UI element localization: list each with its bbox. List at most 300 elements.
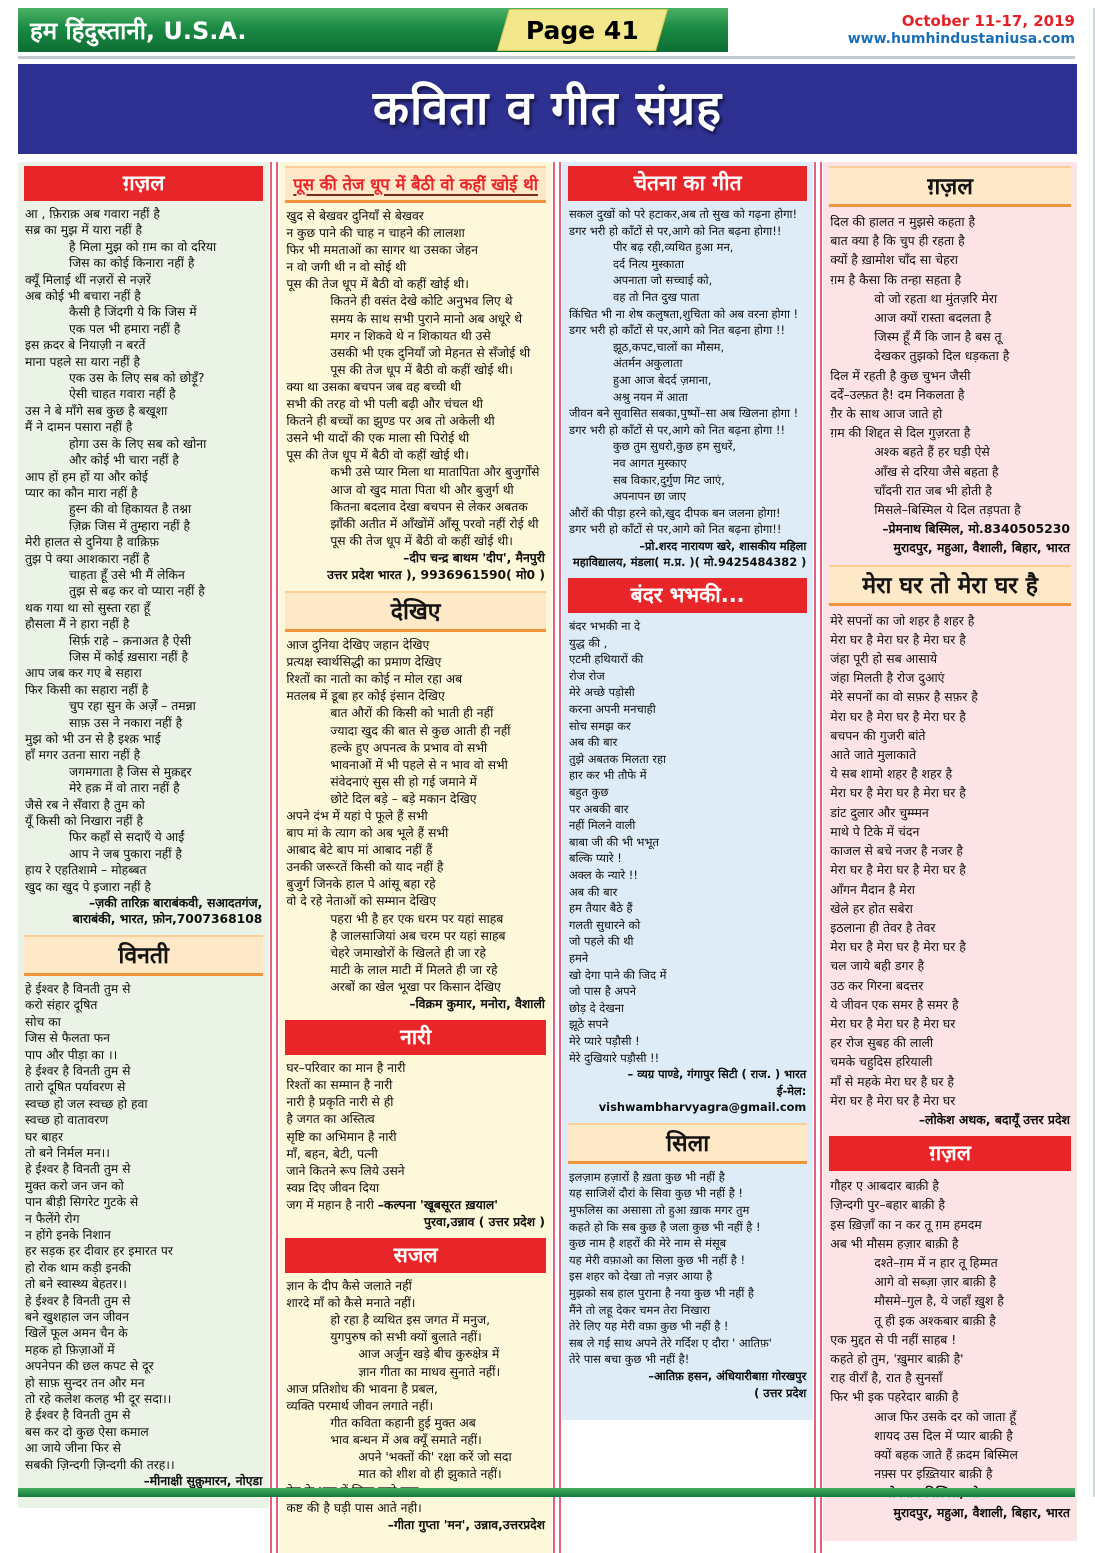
poem-line: मेरे सपनों का वो सफ़र है सफ़र है bbox=[830, 689, 978, 705]
poem bbox=[569, 1169, 806, 1401]
poem-line: गीत कविता कहानी हुई मुक्त अब bbox=[330, 1415, 476, 1430]
poem-line: हुआ आज बेदर्द ज़माना, bbox=[612, 372, 712, 387]
poem-line: आज वो खुद माता पिता थी और बुजुर्ग थी bbox=[330, 482, 514, 497]
author-line: ( उत्तर प्रदेश bbox=[754, 1385, 807, 1400]
poem-line: आज प्रतिशोध की भावना है प्रबल, bbox=[286, 1381, 438, 1396]
poem-line: तू ही इक अश्कबार बाक़ी है bbox=[874, 1312, 996, 1328]
poem-line: आ जाये जीना फिर से bbox=[25, 1441, 121, 1456]
poem-line: ग़ैर के साथ आज जाते हो bbox=[830, 406, 943, 422]
poem-line: सोच का bbox=[25, 1014, 61, 1029]
poem-line: जिस में कोई ख़सारा नहीं है bbox=[69, 649, 189, 664]
poem-line: उनकी जरूरतें किसी को याद नहीं है bbox=[286, 860, 444, 875]
poem-line: जंहा मिलती है रोज दुआएं bbox=[830, 670, 945, 686]
poem-line: वह तो नित दुख पाता bbox=[612, 289, 700, 304]
poem-line: फिर भी इक पहरेदार बाक़ी है bbox=[830, 1389, 959, 1405]
poem-line: व्यक्ति परमार्थ जीवन लगाते नहीं। bbox=[286, 1398, 434, 1413]
poem bbox=[830, 1176, 1070, 1522]
column-separator bbox=[270, 162, 278, 1553]
poem-line: फिर भी ममताओं का सागर था उसका जेहन bbox=[286, 243, 478, 258]
poem-line: तो रहे कलेश कलह भी दूर सदा।। bbox=[25, 1392, 172, 1407]
poem-line: दिल में रहती है कुछ चुभन जैसी bbox=[830, 367, 971, 383]
poem-line: सभी की तरह वो भी पली बढ़ी और चंचल थी bbox=[286, 397, 483, 412]
section-heading: सजल bbox=[285, 1238, 546, 1273]
poem-line: चल जाये बही डगर है bbox=[830, 958, 925, 974]
masthead-banner bbox=[18, 8, 728, 52]
poem-line: वो जो रहता था मुंतज़रि मेरा bbox=[874, 290, 998, 306]
poem-line: मात को शीश वो ही झुकाते नहीं। bbox=[358, 1467, 502, 1482]
poem-line: हे ईश्वर है विनती तुम से bbox=[25, 1408, 131, 1423]
poem-line: झूठे सपने bbox=[568, 1017, 609, 1032]
poem-line: जंहा पूरी हो सब आसाये bbox=[830, 651, 938, 667]
poem-line: युद्ध की , bbox=[568, 635, 608, 650]
poem-line: कभी उसे प्यार मिला था मातापिता और बुजुर्गोंसे bbox=[330, 465, 540, 480]
poem-line: न फैलेंगे रोग bbox=[25, 1211, 80, 1226]
poem-line: आप हों हम हों या और कोई bbox=[25, 469, 148, 484]
poem-line: और कोई भी चारा नहीं है bbox=[69, 453, 179, 468]
poem-line: थक गया था सो सुस्ता रहा हूँ bbox=[25, 600, 151, 615]
poem-line: कष्ट की है घड़ी पास आते नही। bbox=[286, 1501, 422, 1516]
poem-line: मेरा घर है मेरा घर है मेरा घर है bbox=[830, 862, 966, 878]
poem-line: फिर किसी का सहारा नहीं है bbox=[25, 682, 149, 697]
poem-line: ऐसी चाहत गवारा नहीं है bbox=[69, 387, 176, 402]
poem-line: अश्रु नयन में आता bbox=[612, 389, 688, 404]
header-right bbox=[728, 8, 1075, 52]
poem-line: रोज रोज bbox=[568, 668, 605, 683]
poem-line: मेरे दुखियारे पड़ौसी !! bbox=[568, 1050, 660, 1065]
poem-line: खिलें फूल अमन चैन के bbox=[25, 1326, 128, 1341]
poem-line: हर रोज सुबह की लाली bbox=[830, 1035, 934, 1051]
poem-line: तुझे अबतक मिलता रहा bbox=[568, 751, 666, 766]
poem-line: सबकी ज़िन्दगी ज़िन्दगी की तरह।। bbox=[25, 1457, 175, 1472]
author-line: –ज़की तारिक़ बाराबंकवी, सआदतगंज, bbox=[88, 896, 263, 911]
newspaper-page bbox=[0, 8, 1095, 1533]
poem-line: कितना बदलाव देखा बचपन से लेकर अबतक bbox=[330, 499, 528, 514]
column bbox=[279, 162, 552, 1553]
poem-line: मैंने तो लहू देकर चमन तेरा निखारा bbox=[568, 1302, 711, 1317]
poem-line: ये जीवन एक समर है समर है bbox=[830, 996, 959, 1012]
poem-line: अश्क बहते हैं हर घड़ी ऐसे bbox=[874, 444, 990, 460]
poem-line: अपनाता जो सच्चाई को, bbox=[612, 273, 713, 288]
poem-line: कहते हो तुम, 'ख़ुमार बाक़ी है' bbox=[830, 1350, 964, 1366]
poem-line: हाय रे एहतिशामे – मोहब्बत bbox=[25, 863, 147, 878]
poem-line: मेरा घर है मेरा घर है मेरा घर है bbox=[830, 939, 966, 955]
poem-line: समय के साथ सभी पुराने मानो अब अधूरे थे bbox=[330, 311, 523, 326]
poem-line: खुद से बेखवर दुनियाँ से बेखवर bbox=[286, 209, 424, 223]
poem-line: जिस्म हूँ मैं कि जान है बस तू bbox=[874, 329, 1002, 345]
poem-line: युगपुरुष को सभी क्यों बुलाते नहीं। bbox=[330, 1330, 482, 1345]
page-number-tab bbox=[497, 9, 668, 51]
author-line: –मीनाक्षी सुक़ुमारन, नोएडा bbox=[143, 1474, 263, 1489]
author-line: –विक्रम कुमार, मनोरा, वैशाली bbox=[409, 997, 545, 1012]
poem-line: ज्ञान गीता का माधव सुनाते नहीं। bbox=[358, 1364, 501, 1379]
poem-line: शायद उस दिल में प्यार बाक़ी है bbox=[874, 1427, 1013, 1443]
poem-line: हमने bbox=[568, 950, 589, 965]
poem-line: जैसे रब ने सँवारा है तुम को bbox=[25, 797, 145, 812]
poem-line: आगे वो सब्ज़ा ज़ार बाक़ी है bbox=[874, 1274, 997, 1290]
poem-line: न होंगे इनके निशान bbox=[25, 1227, 111, 1242]
section-heading: चेतना का गीत bbox=[568, 166, 807, 201]
poem-line bbox=[286, 1197, 545, 1214]
section-heading: ग़ज़ल bbox=[829, 1136, 1071, 1171]
poem-line: इलज़ाम हज़ारों है ख़ता कुछ भी नहीं है bbox=[568, 1169, 725, 1184]
poem-line: कितने ही वसंत देखे कोटि अनुभव लिए थे bbox=[330, 294, 513, 309]
poem-line: डगर भरी हो काँटों से पर,आगे को नित बढ़ना होगा!! bbox=[568, 522, 782, 537]
poem-line: बस कर दो कुछ ऐसा कमाल bbox=[25, 1424, 149, 1439]
poem-line: यूँ किसी को निखारा नहीं है bbox=[25, 814, 143, 829]
poem-line-text: जग में महान है नारी bbox=[286, 1197, 378, 1212]
poem-line: अक्ल के न्यारे !! bbox=[568, 867, 638, 882]
column bbox=[823, 162, 1077, 1541]
poem-line: दर्दें–उल्फ़त है! दम निकलता है bbox=[830, 386, 965, 402]
poem-line: हर सड़क हर दीवार हर इमारत पर bbox=[25, 1244, 173, 1259]
poem-line: अपनेपन की छल कपट से दूर bbox=[25, 1359, 154, 1374]
poem-line: सब विकार,दुर्गुण मिट जाएं, bbox=[612, 472, 725, 487]
page-number-label: Page 41 bbox=[525, 15, 639, 45]
poem-line: हे ईश्वर है विनती तुम से bbox=[25, 1162, 131, 1177]
poem-line: मेरा घर है मेरा घर है मेरा घर है bbox=[830, 631, 966, 647]
poem-line: हे ईश्वर है विनती तुम से bbox=[25, 1293, 131, 1308]
poem-line: पाप और पीड़ा का ।। bbox=[25, 1047, 118, 1062]
poem-line: चाहता हूँ उसे भी मैं लेकिन bbox=[69, 567, 185, 582]
column-separator bbox=[553, 162, 561, 1553]
poem-line: छोटे दिल बड़े – बड़े मकान देखिए bbox=[330, 791, 477, 806]
poem bbox=[286, 637, 545, 1013]
poem-line: भाव बन्धन में अब क्यूँ समाते नहीं। bbox=[330, 1432, 482, 1447]
poem-line: ज़िक्र जिस में तुम्हारा नहीं है bbox=[69, 518, 190, 533]
poem-line: माँ से महके मेरा घर है घर है bbox=[830, 1073, 954, 1089]
author-line: महाविद्यालय, मंडला( म.प्र. )( मो.9425484382 ) bbox=[572, 555, 807, 570]
poem-line: पर अबकी बार bbox=[568, 801, 629, 816]
poem-line: तेरे लिए यह मेरी वफ़ा कुछ भी नहीं है ! bbox=[568, 1319, 729, 1334]
poem-line: तुझ पे क्या आशकारा नहीं है bbox=[25, 551, 150, 566]
poem-line: चमके चहुदिस हरियाली bbox=[830, 1054, 933, 1070]
author-line: ई-मेल: vishwambharvyagra@gmail.com bbox=[598, 1083, 807, 1115]
poem-line: डगर भरी हो काँटों से पर,आगे को नित बढ़ना होगा!! bbox=[568, 223, 782, 238]
poem-line: है मिला मुझ को ग़म का वो दरिया bbox=[69, 239, 217, 254]
poem-line: बंदर भभकी ना दे bbox=[568, 619, 641, 634]
author-line: –गीता गुप्ता 'मन', उन्नाव,उत्तरप्रदेश bbox=[387, 1518, 545, 1533]
poem-line: मेरे अच्छे पड़ोसी bbox=[568, 685, 635, 700]
poem-line: डगर भरी हो काँटों से पर,आगे को नित बढ़ना होगा !! bbox=[568, 323, 786, 338]
poem bbox=[25, 206, 262, 928]
poem bbox=[569, 618, 806, 1116]
poem-line: स्वच्छ हो जल स्वच्छ हो हवा bbox=[25, 1096, 148, 1111]
poem-line: एटमी हथियारों की bbox=[568, 652, 644, 667]
poem-line: क्यों बहक जाते हैं क़दम बिस्मिल bbox=[874, 1446, 1018, 1462]
poem-line: आ , फ़िराक़ अब गवारा नहीं है bbox=[25, 207, 160, 221]
poem-line: स्वप्न दिए जीवन दिया bbox=[286, 1180, 380, 1195]
poem bbox=[286, 1060, 545, 1231]
poem-line: आज फिर उसके दर को जाता हूँ bbox=[874, 1408, 1016, 1424]
poem-line: करना अपनी मनचाही bbox=[568, 702, 656, 717]
column bbox=[18, 162, 269, 1508]
masthead-title: हम हिंदुस्तानी, U.S.A. bbox=[30, 16, 247, 45]
poem-line: आबाद बेटे बाप मां आबाद नहीं हैं bbox=[286, 843, 433, 858]
poem-line: मेरे हक़ में वो तारा नहीं है bbox=[69, 781, 180, 796]
poem-line: है जालसाजियां अब चरम पर यहां साहब bbox=[330, 928, 506, 943]
poem-line: मुफलिस का असासा तो हुआ ख़ाक मगर तुम bbox=[568, 1203, 750, 1218]
poem-line: बात औरों की किसी को भाती ही नहीं bbox=[330, 706, 494, 721]
poem-line: बने खुशहाल जन जीवन bbox=[25, 1310, 129, 1324]
poem-line: काजल से बचे नजर है नजर है bbox=[830, 843, 964, 859]
poem-line: मेरे प्यारे पड़ौसी ! bbox=[568, 1033, 640, 1048]
poem-line: आज अर्जुन खड़े बीच कुरुक्षेत्र में bbox=[358, 1347, 500, 1362]
poem-line: हौसला मैं ने हारा नहीं है bbox=[25, 617, 130, 632]
poem-line: शारदे माँ को कैसे मनाते नहीं। bbox=[286, 1296, 416, 1311]
poem-line: उसकी भी एक दुनियाँ जो मेहनत से सँजोई थी bbox=[330, 345, 531, 360]
poem-line: मेरी हालत से दुनिया है वाक़िफ़ bbox=[25, 535, 160, 550]
section-heading: नारी bbox=[285, 1020, 546, 1055]
poem-line: तो बने निर्मल मन।। bbox=[25, 1145, 110, 1160]
poem-line: दिल की हालत न मुझसे कहता है bbox=[830, 214, 976, 229]
section-heading: ग़ज़ल bbox=[24, 166, 263, 201]
poem-line: कहते हो कि सब कुछ है जला कुछ भी नहीं है ! bbox=[568, 1219, 761, 1234]
poem-line: बात क्या है कि चुप ही रहता है bbox=[830, 233, 965, 249]
poem-line: आज क्यों रास्ता बदलता है bbox=[874, 310, 992, 326]
poem-line: जगमगाता है जिस से मुक़द्दर bbox=[69, 764, 192, 779]
poem-line: बचपन की गुजरी बांते bbox=[830, 727, 926, 743]
poem-line: मतलब में डूबा हर कोई इंसान देखिए bbox=[286, 689, 445, 704]
poem bbox=[830, 212, 1070, 558]
poem-line: आँगन मैदान है मेरा bbox=[830, 881, 915, 897]
poem-line: अब कोई भी बचारा नहीं है bbox=[25, 289, 141, 304]
poem-line: आप ने जब पुकारा नहीं है bbox=[69, 846, 182, 861]
poem-line: छोड़ दे देखना bbox=[568, 1000, 624, 1015]
poem-line: हो रहा है व्यथित इस जगत में मनुज, bbox=[330, 1313, 491, 1328]
poem-line: इस शहर को देखा तो नज़र आया है bbox=[568, 1269, 713, 1284]
poem-line: बहुत कुछ bbox=[568, 785, 609, 799]
poem-line: प्रत्यक्ष स्वार्थसिद्धी का प्रमाण देखिए bbox=[286, 655, 442, 670]
poem-line: स्वच्छ हो वातावरण bbox=[25, 1113, 109, 1128]
poem-line: मौसमे–गुल है, ये जहाँ ख़ुश है bbox=[874, 1293, 1004, 1309]
poem-line: जिस से फैलता फन bbox=[25, 1031, 110, 1046]
poem-line: तेरे पास बचा कुछ भी नहीं है! bbox=[568, 1352, 690, 1367]
poem-line: यह साजिशें दौरां के सिवा कुछ भी नहीं है ! bbox=[568, 1186, 743, 1201]
poem-line: मेरा घर है मेरा घर है मेरा घर है bbox=[830, 708, 966, 724]
poem-line: रिश्तों का सम्मान है नारी bbox=[286, 1078, 393, 1093]
poem-line: पीर बढ़ रही,व्यथित हुआ मन, bbox=[612, 240, 734, 255]
poem-line: अपने 'भक्तों की' रक्षा करें जो सदा bbox=[358, 1450, 512, 1464]
poem-line: डांट दुलार और चुम्म्मन bbox=[830, 804, 929, 820]
poem-line: खुद का खुद पे इजारा नहीं है bbox=[25, 879, 151, 894]
poem-line: आते जाते मुलाकाते bbox=[830, 747, 917, 763]
poem-line: पूस की तेज धूप में बैठी वो कहीं खोई थी। bbox=[330, 362, 513, 377]
poem-line: घर बाहर bbox=[25, 1129, 63, 1144]
poem-line: अंतर्मन अकुलाता bbox=[612, 356, 683, 371]
poem-line: जो पहले की थी bbox=[568, 934, 634, 949]
poem-line: रिश्तों का नातो का कोई न मोल रहा अब bbox=[286, 672, 463, 687]
poem-line: अब की बार bbox=[568, 884, 618, 899]
poem-line: दर्द नित्य मुस्काता bbox=[612, 256, 684, 271]
poem bbox=[25, 981, 262, 1490]
footer-strip bbox=[18, 1488, 1075, 1497]
poem-line: एक पल भी हमारा नहीं है bbox=[69, 321, 181, 336]
poem-line: पूस की तेज धूप में बैठी वो कहीं खोई थी। bbox=[286, 448, 469, 463]
poem-line: माना पहले सा यारा नहीं है bbox=[25, 354, 141, 369]
poem-line: मैं ने दामन पसारा नहीं है bbox=[25, 420, 133, 435]
poem-line: मेरा घर है मेरा घर है मेरा घर है bbox=[830, 785, 966, 801]
poem-line: तुझ से बढ़ कर वो प्यारा नहीं है bbox=[69, 584, 205, 599]
poem-line: ग़म की शिद्दत से दिल गुज़रता है bbox=[830, 425, 971, 441]
poem-line: क्यूँ मिलाई थीं नज़रों से नज़रें bbox=[25, 272, 151, 287]
author-line: पुरवा,उन्नाव ( उत्तर प्रदेश ) bbox=[423, 1214, 545, 1229]
poem-line: सकल दुखों को परे हटाकर,अब तो सुख को गढ़ना होगा! bbox=[568, 207, 798, 221]
poem-line: जिस का कोई किनारा नहीं है bbox=[69, 256, 195, 271]
poem-line: हाँ मगर उतना सारा नहीं है bbox=[25, 748, 141, 763]
section-heading: बंदर भभकी... bbox=[568, 578, 807, 613]
section-heading: देखिए bbox=[285, 591, 546, 632]
poem-line: ज्ञान के दीप कैसे जलाते नहीं bbox=[286, 1279, 412, 1294]
poem-line: आप जब कर गए बे सहारा bbox=[25, 666, 142, 681]
poem-line: नफ़्स पर इख़्तियार बाक़ी है bbox=[874, 1466, 993, 1482]
poem-line: इस ख़िज़ाँ का न कर तू ग़म हमदम bbox=[830, 1216, 982, 1232]
author-line: मुरादपुर, महुआ, वैशाली, बिहार, भारत bbox=[893, 1504, 1070, 1520]
poem-line: नव आगत मुस्काए bbox=[612, 455, 687, 470]
poem-line: बुजुर्ग जिनके हाल पे आंसू बहा रहे bbox=[286, 877, 436, 892]
poem-line: माथे पे टिके में चंदन bbox=[830, 823, 920, 839]
poem-line: सोच समझ कर bbox=[568, 718, 631, 733]
poem-line: एक मुद्दत से पी नहीं साहब ! bbox=[830, 1331, 957, 1347]
poem-line: हे ईश्वर है विनती तुम से bbox=[25, 981, 131, 996]
poem-line: पहरा भी है हर एक धरम पर यहां साहब bbox=[330, 911, 504, 926]
author-line: –प्रेमनाथ बिस्मिल, मो.8340505230 bbox=[882, 521, 1070, 537]
poem-line: आज दुनिया देखिए जहान देखिए bbox=[286, 638, 430, 653]
poem-line: चाँदनी रात जब भी होती है bbox=[874, 482, 992, 498]
poem-line: पान बीड़ी सिगरेट गुटके से bbox=[25, 1195, 139, 1210]
website-link[interactable]: www.humhindustaniusa.com bbox=[847, 30, 1075, 47]
poem-line: हल्के हुए अपनत्व के प्रभाव वो सभी bbox=[330, 740, 488, 755]
poem-line: पूस की तेज धूप में बैठी वो कहीं खोई थी। bbox=[286, 277, 469, 292]
poem-line: ज्यादा खुद की बात से कुछ आती ही नहीं bbox=[330, 723, 511, 738]
poem-line: बाप मां के त्याग को अब भूले हैं सभी bbox=[286, 826, 449, 841]
column bbox=[562, 162, 813, 1420]
section-title-banner: कविता व गीत संग्रह bbox=[18, 64, 1077, 154]
poem-line: खेले हर होत सबेरा bbox=[830, 900, 913, 916]
poem-line: जाने कितने रूप लिये उसने bbox=[286, 1163, 405, 1178]
poem-line: माटी के लाल माटी में मिलते ही जा रहे bbox=[330, 962, 498, 977]
poem-line: सृष्टि का अभिमान है नारी bbox=[286, 1129, 397, 1144]
poem-line: होगा उस के लिए सब को खोना bbox=[69, 436, 207, 451]
poem-line: इठलाना ही तेवर है तेवर bbox=[830, 919, 936, 935]
poem-line: साफ़ उस ने नकारा नहीं है bbox=[69, 715, 183, 730]
section-heading: पूस की तेज धूप में बैठी वो कहीं खोई थी bbox=[285, 166, 546, 203]
poem-line: फिर कहाँ से सदाएँ ये आईं bbox=[69, 830, 185, 845]
poem-line: करो संहार दूषित bbox=[25, 998, 98, 1013]
poem-line: चेहरे जमाखोरों के खिलते ही जा रहे bbox=[330, 945, 486, 960]
poem-line: इस क़दर बे नियाज़ी न बरतें bbox=[25, 338, 146, 353]
poem-line: दश्ते–ग़म में न हार तू हिम्मत bbox=[874, 1254, 998, 1270]
author-line: – व्यग्र पाण्डे, गंगापुर सिटी ( राज. ) भारत bbox=[627, 1067, 807, 1082]
poem-line: मिसले–बिस्मिल ये दिल तड़पता है bbox=[874, 502, 1021, 518]
poem-line: गलती सुधारने को bbox=[568, 917, 641, 932]
poem-line: बाबा जी की भी भभूत bbox=[568, 834, 659, 849]
poem-line: पूस की तेज धूप में बैठी वो कहीं खोई थी। bbox=[330, 533, 513, 548]
poem-line: हो साफ़ सुन्दर तन और मन bbox=[25, 1375, 145, 1390]
poem-line: बल्कि प्यारे ! bbox=[568, 851, 622, 866]
poem-line: मेरा घर है मेरा घर है मेरा घर bbox=[830, 1015, 956, 1031]
poem-line: उसने भी यादों की एक माला सी पिरोई थी bbox=[286, 431, 470, 446]
poem-line: एक उस के लिए सब को छोड़ूँ? bbox=[69, 371, 205, 386]
poem-line: मुझको सब हाल पुराना है नया कुछ भी नहीं है bbox=[568, 1286, 754, 1301]
columns bbox=[18, 162, 1077, 1553]
poem-line: औरों की पीड़ा हरने को,खुद दीपक बन जलना होगा! bbox=[568, 505, 781, 520]
poem-line: जो पास है अपने bbox=[568, 984, 636, 999]
issue-date: October 11-17, 2019 bbox=[901, 11, 1075, 30]
poem-line: सिर्फ़ राहे – क़नाअत है ऐसी bbox=[69, 633, 192, 648]
poem-line: झाँकी अतीत में आँखोंमें आँसू परवो नहीं रोई थी bbox=[330, 516, 539, 531]
poem bbox=[569, 206, 806, 571]
poem-line: भावनाओं में भी पहले से न भाव वो सभी bbox=[330, 757, 508, 772]
poem-line: नहीं मिलने वाली bbox=[568, 818, 636, 833]
poem-line: अपनापन छा जाए bbox=[612, 489, 687, 504]
section-heading: सिला bbox=[568, 1123, 807, 1164]
author-line: –आतिफ़ हसन, अंधियारीबाग़ गोरखपुर bbox=[648, 1369, 807, 1383]
poem-line: क्या था उसका बचपन जब वह बच्ची थी bbox=[286, 379, 462, 394]
poem-line: कुछ नाम है शहरों की मेरे नाम से मंसूब bbox=[568, 1236, 727, 1251]
poem-line: हार कर भी तौफे में bbox=[568, 768, 647, 783]
poem-line: झूठ,कपट,चालों का मौसम, bbox=[612, 339, 725, 354]
poem-line: हो रोक थाम कड़ी इनकी bbox=[25, 1260, 132, 1275]
poem-line: हुस्न की वो हिकायत है तश्ना bbox=[69, 502, 192, 517]
poem-line: खो देगा पाने की जिद में bbox=[568, 967, 667, 982]
header bbox=[18, 8, 1075, 59]
author-line: –प्रो.शरद नारायण खरे, शासकीय महिला bbox=[639, 538, 807, 553]
poem-line: देखकर तुझको दिल धड़कता है bbox=[874, 348, 1010, 364]
poem-line: आँख से दरिया जैसे बहता है bbox=[874, 463, 999, 479]
poem-line: क्यों है ख़ामोश चाँद सा चेहरा bbox=[830, 252, 958, 268]
poem bbox=[830, 611, 1070, 1129]
poem-line: राह वीराँ है, रात है सुनसाँ bbox=[830, 1370, 943, 1386]
poem-line: ज़िन्दगी पुर–बहार बाक़ी है bbox=[830, 1197, 945, 1213]
section-heading: मेरा घर तो मेरा घर है bbox=[829, 565, 1071, 606]
poem-line: कितने ही बच्चों का झुण्ड पर अब तो अकेली थी bbox=[286, 414, 495, 429]
author-line: बाराबंकी, भारत, फ़ोन,7007368108 bbox=[72, 912, 263, 927]
poem-line: ये सब शामो शहर है शहर है bbox=[830, 766, 953, 782]
poem-line: जीवन बने सुवासित सबका,पुष्पों–सा अब खिलना होगा ! bbox=[568, 406, 799, 421]
poem-line: न कुछ पाने की चाह न चाहने की लालशा bbox=[286, 226, 465, 241]
poem-line: उस ने बे माँगे सब कुछ है बखूशा bbox=[25, 403, 168, 418]
poem-line: तो बने स्वास्थ्य बेहतर।। bbox=[25, 1277, 127, 1292]
poem-line: डगर भरी हो काँटों से पर,आगे को नित बढ़ना होगा !! bbox=[568, 422, 786, 437]
poem-line: मेरा घर है मेरा घर है मेरा घर bbox=[830, 1092, 956, 1108]
poem-line: अब भी मौसम हज़ार बाक़ी है bbox=[830, 1235, 959, 1251]
poem-line: मुझ को भी उन से है इश्क़ भाई bbox=[25, 732, 161, 746]
poem-line: तारो दूषित पर्यावरण से bbox=[25, 1080, 126, 1095]
poem-line: नारी है प्रकृति नारी से ही bbox=[286, 1095, 394, 1110]
poem-line: संवेदनाएं सुस सी हो गई जमाने में bbox=[330, 774, 477, 789]
poem-line: कैसी है जिंदगी ये कि जिस में bbox=[69, 305, 197, 320]
poem-line: किंचित भी ना शेष कलुषता,शुचिता को अब वरना होगा ! bbox=[568, 306, 799, 321]
poem-line: है जगत का अस्तित्व bbox=[286, 1112, 375, 1127]
poem-line: माँ, बहन, बेटी, पत्नी bbox=[286, 1146, 378, 1161]
author-inline: –कल्पना 'खूबसूरत ख़याल' bbox=[377, 1197, 499, 1212]
poem-line: हे ईश्वर है विनती तुम से bbox=[25, 1063, 131, 1078]
poem-line: मगर न शिकवे थे न शिकायत थी उसे bbox=[330, 328, 491, 343]
poem-line: घर–परिवार का मान है नारी bbox=[286, 1061, 406, 1076]
author-line: –दीप चन्द्र बाथम 'दीप', मैनपुरी bbox=[403, 550, 545, 565]
poem-line: यह मेरी वफ़ाओ का सिला कुछ भी नहीं है ! bbox=[568, 1252, 746, 1267]
poem bbox=[286, 208, 545, 584]
author-line: मुरादपुर, महुआ, वैशाली, बिहार, भारत bbox=[893, 540, 1070, 556]
poem-line: न वो जगी थी न वो सोई थी bbox=[286, 260, 407, 275]
poem-line: अरबों का खेल भूखा पर किसान देखिए bbox=[330, 979, 501, 994]
poem-line: उठ कर गिरना बदत्तर bbox=[830, 977, 924, 993]
poem-line: मेरे सपनों का जो शहर है शहर है bbox=[830, 612, 975, 628]
poem-line: ग़म है कैसा कि तन्हा सहता है bbox=[830, 271, 962, 287]
column-separator bbox=[814, 162, 822, 1553]
poem-line: वो दे रहे नेताओं को सम्मान देखिए bbox=[286, 894, 437, 909]
poem-line: प्यार का कौन मारा नहीं है bbox=[25, 485, 138, 500]
